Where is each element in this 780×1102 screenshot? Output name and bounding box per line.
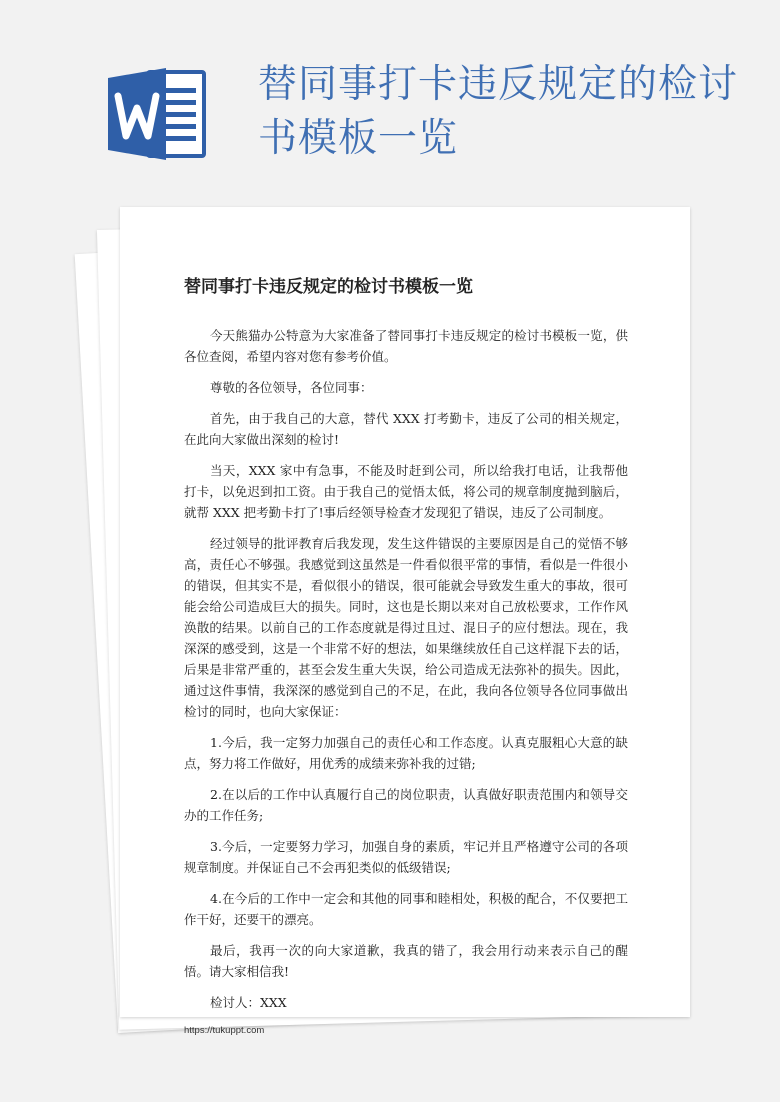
banner — [0, 0, 780, 210]
body-paragraph: 首先，由于我自己的大意，替代 XXX 打考勤卡，违反了公司的相关规定，在此向大家做出深刻的检讨! — [184, 411, 628, 447]
pledge-item: 3.今后，一定要努力学习，加强自身的素质，牢记并且严格遵守公司的各项规章制度。并保证自己不会再犯类似的低级错误; — [184, 839, 628, 875]
body-paragraph: 经过领导的批评教育后我发现，发生这件错误的主要原因是自己的觉悟不够高，责任心不够强。我感觉到这虽然是一件看似很平常的事情，看似是一件很小的错误，但其实不是，看似很小的错误，很可能就会导致发生重大的事故，很可能会给公司造成巨大的损失。同时，这也是长期以来对自己放松要求，工作作风涣散的结果。以前自己的工作态度就是得过且过、混日子的应付想法。现在，我深深的感受到，这是一个非常不好的想法，如果继续放任自己这样混下去的话，后果是非常严重的，甚至会发生重大失误，给公司造成无法弥补的损失。因此，通过这件事情，我深深的感觉到自己的不足，在此，我向各位领导各位同事做出检讨的同时，也向大家保证： — [184, 536, 628, 719]
signature-line: 检讨人：XXX — [210, 995, 287, 1010]
body-paragraph: 当天，XXX 家中有急事，不能及时赶到公司，所以给我打电话，让我帮他打卡，以免迟到扣工资。由于我自己的觉悟太低，将公司的规章制度抛到脑后，就帮 XXX 把考勤卡打了!事后经领导检查才发现犯了错误，违反了公司制度。 — [184, 463, 628, 520]
pledge-item: 1.今后，我一定努力加强自己的责任心和工作态度。认真克服粗心大意的缺点，努力将工作做好，用优秀的成绩来弥补我的过错; — [184, 735, 628, 771]
closing-paragraph: 最后，我再一次的向大家道歉，我真的错了，我会用行动来表示自己的醒悟。请大家相信我! — [184, 943, 628, 979]
pledge-item: 2.在以后的工作中认真履行自己的岗位职责，认真做好职责范围内和领导交办的工作任务; — [184, 787, 628, 823]
salutation: 尊敬的各位领导，各位同事： — [210, 380, 373, 395]
document-title: 替同事打卡违反规定的检讨书模板一览 — [184, 277, 473, 297]
intro-paragraph: 今天熊猫办公特意为大家准备了替同事打卡违反规定的检讨书模板一览，供各位查阅，希望内容对您有参考价值。 — [184, 328, 628, 364]
word-document-icon — [108, 66, 208, 162]
page-title: 替同事打卡违反规定的检讨书模板一览 — [258, 62, 739, 161]
document-body — [184, 272, 628, 1036]
source-url: https://tukuppt.com — [184, 1025, 265, 1036]
pledge-item: 4.在今后的工作中一定会和其他的同事和睦相处，积极的配合，不仅要把工作干好，还要干的漂亮。 — [184, 891, 628, 927]
